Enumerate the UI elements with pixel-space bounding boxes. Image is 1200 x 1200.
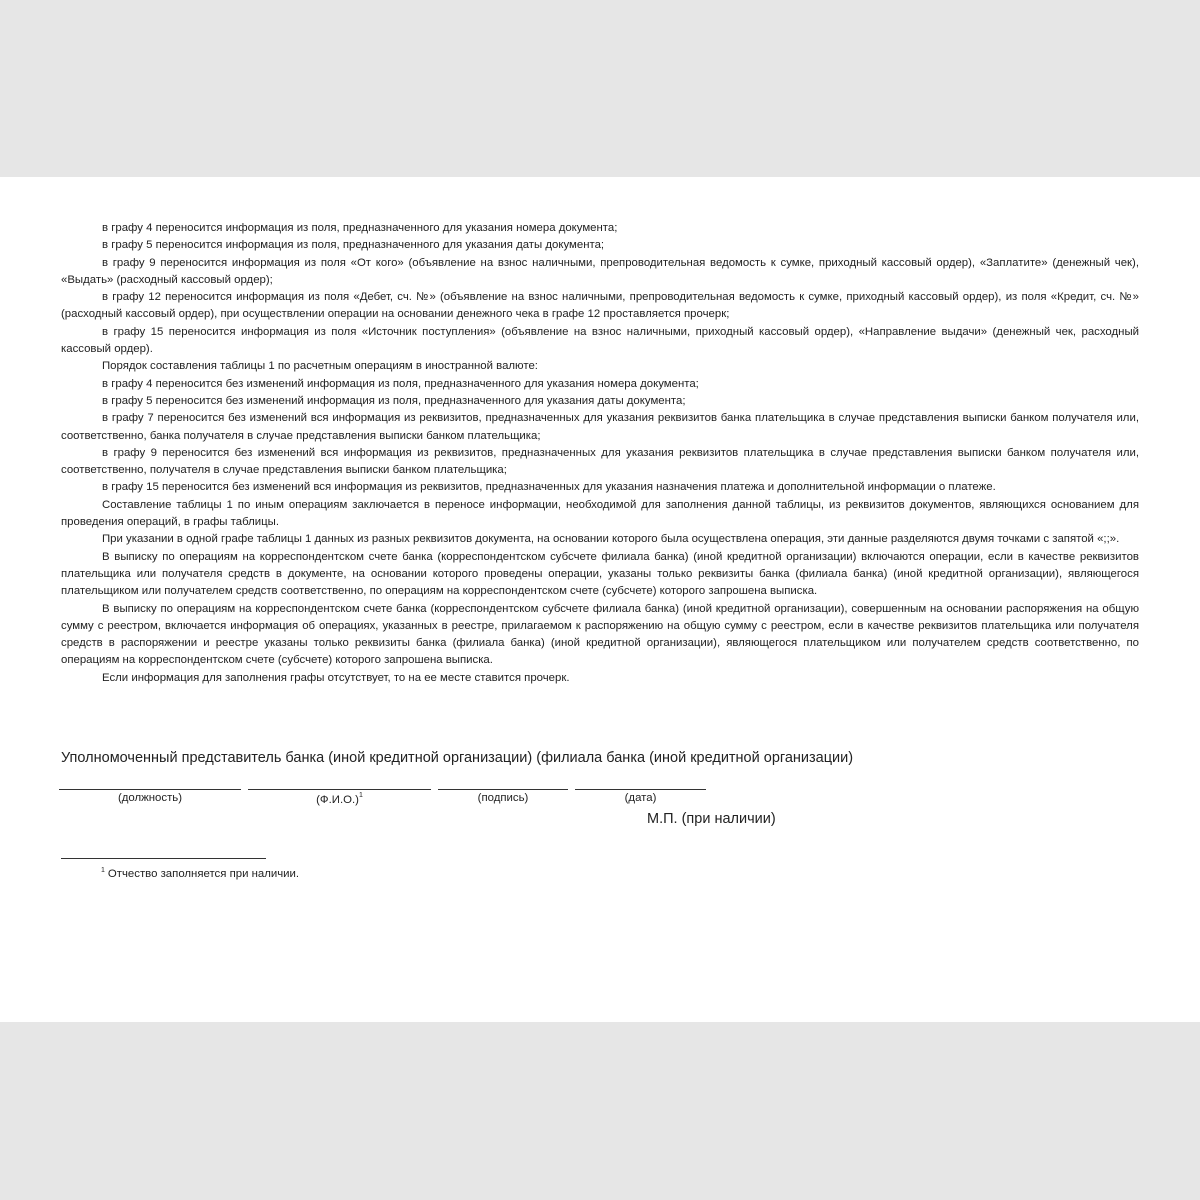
paragraph-7: в графу 4 переносится без изменений информация из поля, предназначенного для указания номера документа; xyxy=(102,377,699,390)
stamp-label: М.П. (при наличии) xyxy=(647,811,776,827)
representative-title: Уполномоченный представитель банка (иной кредитной организации) (филиала банка (иной кредитной организации) xyxy=(61,750,854,766)
name-label: (Ф.И.О.) xyxy=(316,794,359,806)
paragraph-15: В выписку по операциям на корреспондентском счете банка (корреспондентском субсчете филиала банка) (иной кредитной организации), совершенным на основании распоряжения на общую сумму с реестром, включается информация об операциях, указанных в реестре, прилагаемом к распоряжению на общую сумму с реестром, если в качестве реквизитов плательщика или получателя средств в распоряжении и реестре указаны только реквизиты банка (филиала банка) (иной кредитной организации), являющегося плательщиком или получателем средств соответственно, по операциям на корреспондентском счете (субсчете) которого запрошена выписка. xyxy=(61,602,1139,667)
signature-line xyxy=(438,789,568,790)
paragraph-3: в графу 9 переносится информация из поля «От кого» (объявление на взнос наличными, препроводительная ведомость к сумке, приходный кассовый ордер), «Заплатите» (денежный чек), «Выдать» (расходный кассовый ордер); xyxy=(61,256,1139,286)
footnote-mark: 1 xyxy=(101,867,105,874)
date-label: (дата) xyxy=(624,792,657,804)
paragraph-5: в графу 15 переносится информация из поля «Источник поступления» (объявление на взнос наличными, приходный кассовый ордер), «Направление выдачи» (денежный чек, расходный кассовый ордер). xyxy=(61,325,1139,356)
name-footnote-mark: 1 xyxy=(358,792,363,799)
paragraph-16: Если информация для заполнения графы отсутствует, то на ее месте ставится прочерк. xyxy=(102,671,570,684)
name-line xyxy=(248,789,431,790)
paragraph-14: В выписку по операциям на корреспондентском счете банка (корреспондентском субсчете филиала банка) (иной кредитной организации) включаются операции, если в качестве реквизитов плательщика или получателя средств в документе, на основании которого проведены операции, указаны только реквизиты банка (филиала банка) (иной кредитной организации), являющегося плательщиком или получателем средств соответственно, по операциям на корреспондентском счете (субсчете) которого запрошена выписка. xyxy=(61,550,1139,598)
paragraph-13: При указании в одной графе таблицы 1 данных из разных реквизитов документа, на основании которого была осуществлена операция, эти данные разделяются двумя точками с запятой «;;». xyxy=(102,533,1120,546)
document-body xyxy=(61,220,1139,687)
paragraph-10: в графу 9 переносится без изменений вся информация из реквизитов, предназначенных для указания реквизитов плательщика в случае представления выписки банком получателя или, соответственно, получателя в случае представления выписки банком плательщика; xyxy=(61,446,1139,477)
footnote-separator xyxy=(61,858,266,859)
position-label: (должность) xyxy=(117,792,183,804)
position-line xyxy=(59,789,241,790)
paragraph-4: в графу 12 переносится информация из поля «Дебет, сч. №» (объявление на взнос наличными, препроводительная ведомость к сумке, приходный кассовый ордер), из поля «Кредит, сч. №» (расходный кассовый ордер), при осуществлении операции на основании денежного чека в графе 12 проставляется прочерк; xyxy=(61,291,1139,321)
paragraph-11: в графу 15 переносится без изменений вся информация из реквизитов, предназначенных для указания назначения платежа и дополнительной информации о платеже. xyxy=(102,481,996,494)
paragraph-12: Составление таблицы 1 по иным операциям заключается в переносе информации, необходимой для заполнения данной таблицы, из реквизитов документов, являющихся основанием для проведения операций, в графы таблицы. xyxy=(61,498,1139,529)
footnote xyxy=(101,867,299,880)
name-field xyxy=(248,789,431,806)
footnote-text: Отчество заполняется при наличии. xyxy=(107,868,300,880)
signature-field xyxy=(438,789,568,804)
paragraph-8: в графу 5 переносится без изменений информация из поля, предназначенного для указания даты документа; xyxy=(102,394,686,407)
signature-label: (подпись) xyxy=(477,792,529,804)
date-field xyxy=(575,789,706,804)
name-label-wrap xyxy=(248,792,431,806)
paragraph-1: в графу 4 переносится информация из поля, предназначенного для указания номера документа; xyxy=(102,222,618,234)
date-line xyxy=(575,789,706,790)
document-page xyxy=(0,177,1200,1022)
paragraph-2: в графу 5 переносится информация из поля, предназначенного для указания даты документа; xyxy=(102,239,605,252)
paragraph-9: в графу 7 переносится без изменений вся информация из реквизитов, предназначенных для указания реквизитов банка плательщика в случае представления выписки банком получателя или, соответственно, банка получателя в случае представления выписки банком плательщика; xyxy=(61,412,1139,442)
position-field xyxy=(59,789,241,804)
paragraph-6: Порядок составления таблицы 1 по расчетным операциям в иностранной валюте: xyxy=(102,360,538,373)
